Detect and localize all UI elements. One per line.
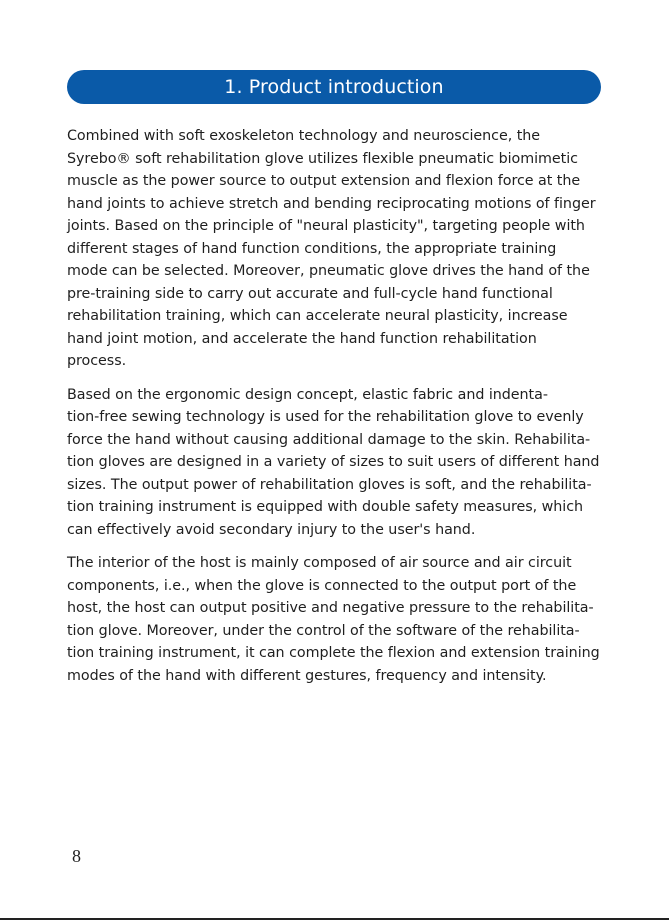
paragraph-3 — [67, 552, 612, 687]
text-line: The interior of the host is mainly composed of air source and air circuit — [67, 555, 572, 571]
text-line: Combined with soft exoskeleton technology and neuroscience, the — [67, 128, 541, 144]
text-line: hand joint motion, and accelerate the hand function rehabilitation — [67, 330, 537, 347]
text-line: tion glove. Moreover, under the control of the software of the rehabilita- — [67, 622, 580, 639]
text-line: joints. Based on the principle of "neural plasticity", targeting people with — [67, 218, 585, 234]
text-line: mode can be selected. Moreover, pneumatic glove drives the hand of the — [67, 263, 590, 279]
text-line: process. — [67, 353, 127, 369]
text-line: hand joints to achieve stretch and bending reciprocating motions of finger — [67, 195, 596, 212]
text-line: tion-free sewing technology is used for the rehabilitation glove to evenly — [67, 409, 584, 425]
text-line: different stages of hand function conditions, the appropriate training — [67, 240, 557, 257]
text-line: host, the host can output positive and negative pressure to the rehabilita- — [67, 600, 594, 616]
text-line: Syrebo® soft rehabilitation glove utilizes flexible pneumatic biomimetic — [67, 150, 578, 167]
text-line: modes of the hand with different gestures, frequency and intensity. — [67, 667, 547, 684]
body-text — [67, 125, 612, 698]
bottom-divider — [0, 918, 669, 920]
text-line: pre-training side to carry out accurate and full-cycle hand functional — [67, 285, 553, 302]
paragraph-2 — [67, 384, 612, 542]
text-line: components, i.e., when the glove is connected to the output port of the — [67, 577, 577, 594]
section-header-bar — [67, 70, 601, 104]
text-line: tion gloves are designed in a variety of sizes to suit users of different hand — [67, 454, 600, 470]
text-line: tion training instrument is equipped with double safety measures, which — [67, 499, 584, 515]
text-line: Based on the ergonomic design concept, elastic fabric and indenta- — [67, 386, 548, 403]
section-title: 1. Product introduction — [224, 76, 444, 98]
text-line: can effectively avoid secondary injury to the user's hand. — [67, 521, 476, 538]
text-line: sizes. The output power of rehabilitation gloves is soft, and the rehabilita- — [67, 476, 592, 493]
page-number: 8 — [72, 846, 81, 866]
paragraph-1 — [67, 125, 612, 373]
text-line: muscle as the power source to output extension and flexion force at the — [67, 173, 581, 189]
text-line: tion training instrument, it can complete the flexion and extension training — [67, 645, 600, 661]
text-line: rehabilitation training, which can accelerate neural plasticity, increase — [67, 308, 568, 324]
text-line: force the hand without causing additional damage to the skin. Rehabilita- — [67, 431, 591, 448]
